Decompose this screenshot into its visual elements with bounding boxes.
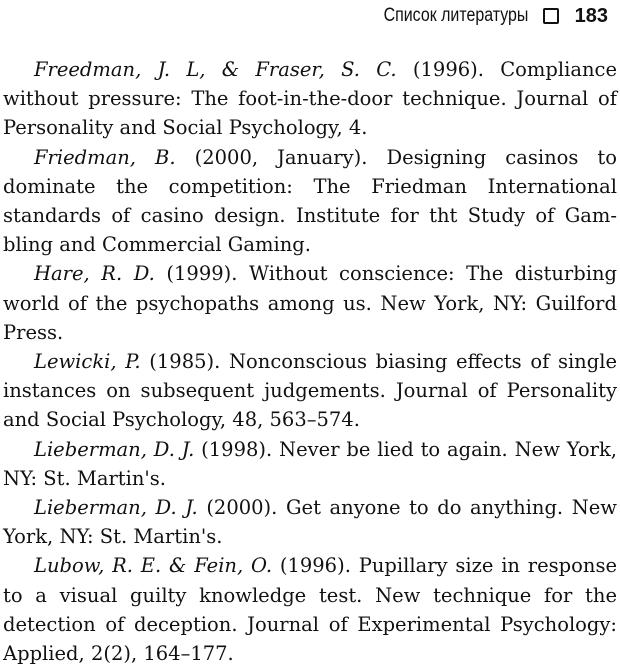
reference-list (3, 55, 617, 668)
reference-author: Lubow, R. E. & Fein, O. (34, 554, 273, 578)
reference-details: (1985). Nonconscious biasing effects of single instances on subsequent judgements. Journal of Personality and Social Psychology, 48, 563–574. (3, 350, 618, 432)
reference-details: (2000). Get anyone to do anything. New York, NY: St. Martin's. (3, 496, 617, 549)
reference-details: (2000, January). Designing casinos to dominate the competition: The Friedman International standards of casino design. Institute for tht Study of Gambling and Commercial Gaming. (3, 145, 618, 257)
reference-details: (1998). Never be lied to again. New York, NY: St. Martin's. (3, 437, 618, 490)
reference-details: (1999). Without conscience: The disturbing world of the psychopaths among us. New York, NY: Guilford Press. (3, 262, 617, 344)
reference-author: Friedman, B. (34, 145, 176, 169)
reference-item (3, 259, 617, 347)
page-number: 183 (574, 4, 608, 27)
reference-author: Lewicki, P. (34, 350, 141, 374)
reference-author: Lieberman, D. J. (34, 437, 195, 461)
reference-item (3, 435, 617, 493)
hollow-square-icon (543, 8, 559, 24)
reference-item (3, 493, 617, 551)
reference-details: (1996). Pupillary size in response to a visual guilty knowledge test. New technique for the detection of deception. Journal of Experimental Psychology: Applied, 2(2), 164–177. (3, 554, 617, 666)
reference-item (3, 551, 617, 668)
running-header (356, 4, 608, 28)
chapter-title: Список литературы (383, 5, 529, 26)
reference-item (3, 347, 617, 435)
reference-item (3, 143, 617, 260)
reference-details: (1996). Compliance without pressure: The foot-in-the-door technique. Journal of Personality and Social Psychology, 4. (3, 58, 617, 140)
reference-author: Lieberman, D. J. (34, 496, 198, 520)
reference-author: Hare, R. D. (34, 262, 155, 286)
reference-author: Freedman, J. L, & Fraser, S. C. (34, 58, 397, 81)
reference-item (3, 55, 617, 143)
